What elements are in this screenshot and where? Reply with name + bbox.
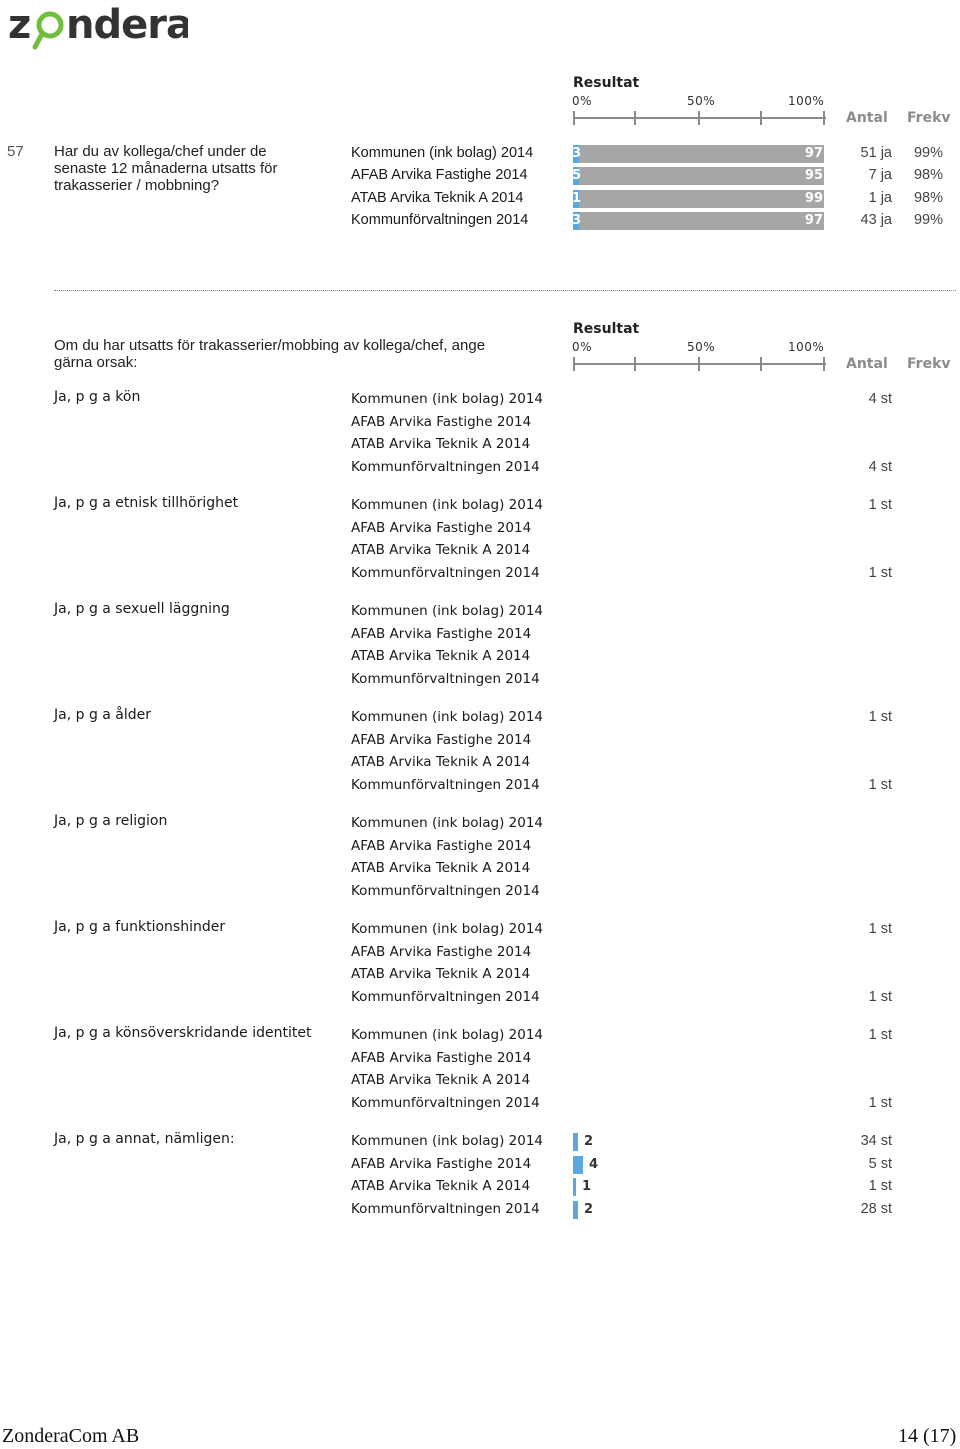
- followup-line: gärna orsak:: [54, 354, 138, 371]
- group-label: AFAB Arvika Fastighe 2014: [351, 732, 532, 748]
- result-heading: Resultat: [573, 75, 640, 91]
- group-label: AFAB Arvika Fastighe 2014: [351, 167, 528, 183]
- result-heading: Resultat: [573, 321, 640, 337]
- count-value: 1 st: [868, 989, 892, 1005]
- bar-value: 99: [804, 191, 823, 206]
- reason-bar-value: 2: [584, 1202, 594, 1217]
- bar-value: 97: [804, 146, 823, 161]
- bar-stub-value: 5: [572, 168, 582, 183]
- question-number: 57: [7, 143, 24, 160]
- scale-tick: [634, 111, 636, 125]
- group-label: Kommunen (ink bolag) 2014: [351, 921, 544, 937]
- group-label: Kommunförvaltningen 2014: [351, 1201, 540, 1217]
- col-antal: Antal: [846, 110, 888, 126]
- reason-bar: [573, 1156, 583, 1174]
- group-label: ATAB Arvika Teknik A 2014: [351, 754, 531, 770]
- group-label: Kommunförvaltningen 2014: [351, 212, 529, 228]
- group-label: ATAB Arvika Teknik A 2014: [351, 860, 531, 876]
- reason-bar-value: 4: [589, 1157, 599, 1172]
- count-value: 1 st: [868, 1027, 892, 1043]
- group-label: Kommunen (ink bolag) 2014: [351, 145, 534, 161]
- scale-tick: [573, 111, 575, 125]
- frekv-value: 99%: [913, 212, 943, 228]
- group-label: Kommunen (ink bolag) 2014: [351, 709, 544, 725]
- scale-tick: [760, 111, 762, 125]
- frekv-value: 98%: [913, 167, 943, 183]
- reason-label: Ja, p g a ålder: [54, 707, 152, 723]
- group-label: ATAB Arvika Teknik A 2014: [351, 542, 531, 558]
- count-value: 28 st: [860, 1201, 892, 1217]
- group-label: Kommunförvaltningen 2014: [351, 883, 540, 899]
- col-antal: Antal: [846, 356, 888, 372]
- reason-label: Ja, p g a kön: [54, 389, 141, 405]
- group-label: Kommunförvaltningen 2014: [351, 671, 540, 687]
- count-value: 4 st: [868, 459, 892, 475]
- scale-tick: [573, 357, 575, 371]
- group-label: Kommunförvaltningen 2014: [351, 565, 540, 581]
- reason-bar: [573, 1133, 578, 1151]
- antal-value: 7 ja: [868, 167, 892, 183]
- bar-stub-value: 3: [572, 146, 582, 161]
- footer-company: ZonderaCom AB: [2, 1425, 140, 1447]
- group-label: ATAB Arvika Teknik A 2014: [351, 1072, 531, 1088]
- group-label: Kommunen (ink bolag) 2014: [351, 603, 544, 619]
- group-label: Kommunen (ink bolag) 2014: [351, 815, 544, 831]
- group-label: AFAB Arvika Fastighe 2014: [351, 1156, 532, 1172]
- reason-label: Ja, p g a könsöverskridande identitet: [54, 1025, 312, 1041]
- tick-100: 100%: [788, 94, 825, 108]
- group-label: ATAB Arvika Teknik A 2014: [351, 1178, 531, 1194]
- antal-value: 1 ja: [868, 190, 892, 206]
- count-value: 1 st: [868, 777, 892, 793]
- count-value: 4 st: [868, 391, 892, 407]
- svg-text:z: z: [8, 2, 31, 48]
- group-label: Kommunförvaltningen 2014: [351, 1095, 540, 1111]
- col-frekv: Frekv: [907, 110, 951, 126]
- group-label: Kommunen (ink bolag) 2014: [351, 391, 544, 407]
- tick-50: 50%: [687, 94, 716, 108]
- group-label: AFAB Arvika Fastighe 2014: [351, 520, 532, 536]
- zondera-logo: [8, 2, 188, 52]
- reason-label: Ja, p g a etnisk tillhörighet: [54, 495, 239, 511]
- tick-50: 50%: [687, 340, 716, 354]
- group-label: Kommunförvaltningen 2014: [351, 777, 540, 793]
- antal-value: 43 ja: [860, 212, 892, 228]
- group-label: ATAB Arvika Teknik A 2014: [351, 648, 531, 664]
- tick-0: 0%: [572, 94, 593, 108]
- bar-value: 97: [804, 213, 823, 228]
- bar-stub-value: 3: [572, 213, 582, 228]
- reason-label: Ja, p g a sexuell läggning: [54, 601, 230, 617]
- question-line: trakasserier / mobbning?: [54, 177, 220, 194]
- group-label: ATAB Arvika Teknik A 2014: [351, 190, 524, 206]
- group-label: Kommunförvaltningen 2014: [351, 989, 540, 1005]
- count-value: 1 st: [868, 709, 892, 725]
- group-label: Kommunen (ink bolag) 2014: [351, 497, 544, 513]
- scale-tick: [698, 111, 700, 125]
- svg-text:ndera: ndera: [66, 2, 188, 48]
- count-value: 5 st: [868, 1156, 892, 1172]
- scale-tick: [634, 357, 636, 371]
- group-label: AFAB Arvika Fastighe 2014: [351, 944, 532, 960]
- followup-question-text: [54, 337, 485, 371]
- scale-tick: [760, 357, 762, 371]
- reason-label: Ja, p g a annat, nämligen:: [54, 1131, 235, 1147]
- frekv-value: 98%: [913, 190, 943, 206]
- tick-0: 0%: [572, 340, 593, 354]
- count-value: 1 st: [868, 1095, 892, 1111]
- group-label: AFAB Arvika Fastighe 2014: [351, 838, 532, 854]
- zondera-logo-mark: [8, 2, 188, 52]
- bar-stub-value: 1: [572, 191, 582, 206]
- antal-value: 51 ja: [860, 145, 892, 161]
- tick-100: 100%: [788, 340, 825, 354]
- group-label: AFAB Arvika Fastighe 2014: [351, 626, 532, 642]
- scale-tick: [823, 111, 825, 125]
- group-label: ATAB Arvika Teknik A 2014: [351, 436, 531, 452]
- group-label: Kommunförvaltningen 2014: [351, 459, 540, 475]
- count-value: 1 st: [868, 1178, 892, 1194]
- count-value: 1 st: [868, 497, 892, 513]
- col-frekv: Frekv: [907, 356, 951, 372]
- group-label: ATAB Arvika Teknik A 2014: [351, 966, 531, 982]
- question-line: Har du av kollega/chef under de: [54, 143, 267, 160]
- bar-value: 95: [804, 168, 823, 183]
- reason-label: Ja, p g a funktionshinder: [54, 919, 226, 935]
- reason-bar: [573, 1178, 576, 1196]
- section-divider: [54, 290, 956, 291]
- scale-tick: [823, 357, 825, 371]
- reason-bar-value: 1: [582, 1179, 592, 1194]
- question-text: [54, 143, 277, 194]
- reason-bar-value: 2: [584, 1134, 594, 1149]
- footer-page-number: 14 (17): [898, 1425, 957, 1447]
- reason-bar: [573, 1201, 578, 1219]
- count-value: 1 st: [868, 565, 892, 581]
- group-label: AFAB Arvika Fastighe 2014: [351, 414, 532, 430]
- count-value: 34 st: [860, 1133, 892, 1149]
- group-label: Kommunen (ink bolag) 2014: [351, 1027, 544, 1043]
- reason-label: Ja, p g a religion: [54, 813, 168, 829]
- followup-line: Om du har utsatts för trakasserier/mobbing av kollega/chef, ange: [54, 337, 486, 354]
- count-value: 1 st: [868, 921, 892, 937]
- group-label: AFAB Arvika Fastighe 2014: [351, 1050, 532, 1066]
- group-label: Kommunen (ink bolag) 2014: [351, 1133, 544, 1149]
- scale-tick: [698, 357, 700, 371]
- frekv-value: 99%: [913, 145, 943, 161]
- question-line: senaste 12 månaderna utsatts för: [54, 160, 278, 177]
